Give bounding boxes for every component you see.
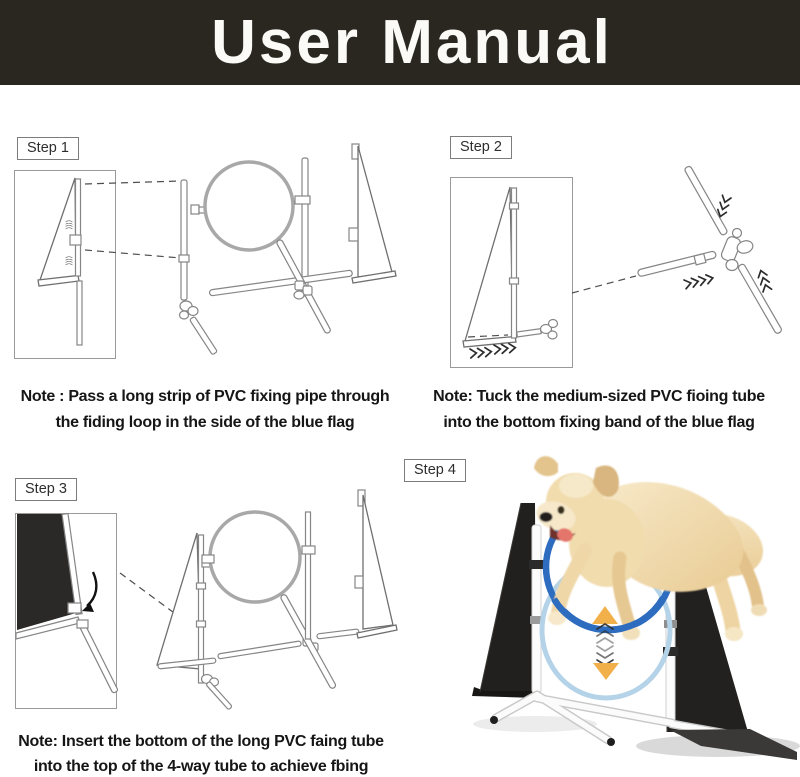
step-1-diagram xyxy=(0,110,400,380)
upper-tube xyxy=(684,165,728,235)
dog-nose xyxy=(540,512,553,522)
chevron-arrows xyxy=(470,347,492,358)
right-flag-outline xyxy=(355,490,397,638)
medium-pvc-tube xyxy=(637,251,716,289)
height-adjust-arrows-icon xyxy=(592,606,619,680)
curved-arrow-icon xyxy=(82,572,96,612)
step-2-note: Note: Tuck the medium-sized PVC fioing tube into the bottom fixing band of the blue flag xyxy=(433,388,765,431)
step-2-diagram xyxy=(400,110,800,380)
guide-dash-top xyxy=(85,181,181,184)
jump-hoop xyxy=(210,512,300,602)
chevron-arrows xyxy=(684,274,714,289)
step-1-note: Note : Pass a long strip of PVC fixing pipe through the fiding loop in the side of the blue flag xyxy=(20,388,390,431)
hoop-clip xyxy=(191,205,205,214)
jump-hoop xyxy=(205,162,293,250)
foot-cap xyxy=(490,716,498,724)
four-way-connector xyxy=(720,229,754,271)
guide-dash xyxy=(572,276,636,293)
blue-flag-outline xyxy=(38,178,82,345)
blue-flag-outline xyxy=(463,187,558,358)
step-3-label: Step 3 xyxy=(15,478,77,501)
foot-cap xyxy=(607,738,615,746)
hoop-clip xyxy=(529,560,544,569)
title-banner xyxy=(0,0,800,85)
guide-dash-bottom xyxy=(85,250,181,258)
dog-ear xyxy=(534,456,558,476)
step-3-diagram xyxy=(0,445,400,725)
step-4-label: Step 4 xyxy=(404,459,466,482)
fixing-loop-marks: (((( xyxy=(65,220,72,230)
step-3-note: Note: Insert the bottom of the long PVC faing tube into the top of the 4-way tube to achieve fbing xyxy=(18,733,384,775)
black-flag-closeup xyxy=(16,514,118,694)
chevron-arrows xyxy=(494,343,516,354)
assembled-frame xyxy=(157,490,397,710)
step-4-photo xyxy=(400,440,800,777)
step-1-label: Step 1 xyxy=(17,137,79,160)
fixing-loop-marks: (((( xyxy=(65,256,72,266)
left-black-panel xyxy=(472,503,536,698)
cross-base xyxy=(209,239,352,334)
dog-eye xyxy=(558,506,565,514)
right-flag-outline xyxy=(349,144,396,283)
step-2-label: Step 2 xyxy=(450,136,512,159)
page-title: User Manual xyxy=(211,7,613,77)
